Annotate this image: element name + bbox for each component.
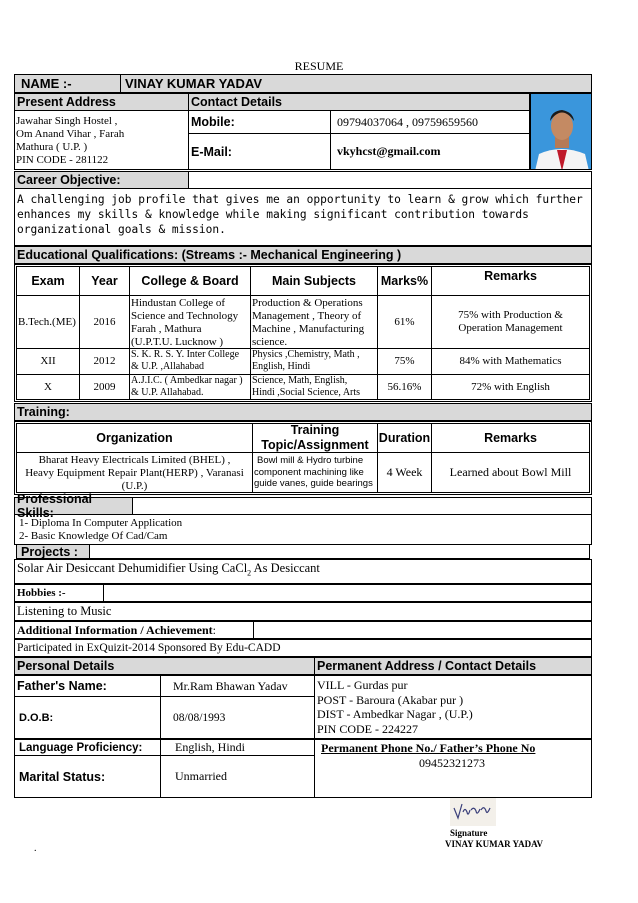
career-heading-filler [188, 171, 592, 189]
mobile-value: 09794037064 , 09759659560 [330, 110, 530, 134]
skills-heading-filler [132, 497, 592, 515]
dob-label: D.O.B: [14, 696, 161, 739]
candidate-name: VINAY KUMAR YADAV [125, 76, 263, 91]
additional-heading-colon: : [212, 622, 217, 637]
skill-item: 2- Basic Knowledge Of Cad/Cam [19, 530, 168, 542]
edu-exam: B.Tech.(ME) [16, 295, 80, 349]
signature-name: VINAY KUMAR YADAV [445, 839, 544, 849]
skills-heading: Professional Skills: [14, 497, 133, 515]
project-text-end: As Desiccant [251, 561, 320, 575]
edu-college [129, 374, 251, 400]
topic-line: Bowl mill & Hydro turbine [257, 455, 364, 466]
permanent-address-heading: Permanent Address / Contact Details [314, 657, 592, 675]
remark-line: Operation Management [458, 322, 563, 334]
subject-line: Physics ,Chemistry, Math , [252, 349, 360, 360]
project-subscript: 2 [247, 568, 252, 578]
hobbies-text: Listening to Music [14, 602, 592, 621]
training-remarks: Learned about Bowl Mill [431, 452, 590, 493]
project-description [14, 559, 592, 584]
additional-text: Participated in ExQuizit-2014 Sponsored By Edu-CADD [14, 639, 592, 657]
profile-photo [530, 93, 592, 170]
col-duration: Duration [377, 423, 432, 453]
college-line: Science and Technology [131, 310, 239, 322]
permanent-address [314, 675, 592, 739]
col-remarks: Remarks [431, 266, 590, 296]
projects-heading: Projects : [16, 544, 90, 559]
subject-line: Management , Theory of [252, 310, 362, 322]
remark-line: 75% with Production & [458, 309, 563, 321]
dob-value: 08/08/1993 [160, 696, 315, 739]
permanent-address-line: DIST - Ambedkar Nagar , (U.P.) [317, 707, 473, 721]
subject-line: Science, Math, English, [252, 375, 348, 386]
topic-line: guide vanes, guide bearings [254, 478, 373, 489]
org-line: Heavy Equipment Repair Plant(HERP) , Varanasi [25, 467, 244, 479]
edu-year: 2016 [79, 295, 130, 349]
edu-college [129, 295, 251, 349]
projects-heading-filler [89, 544, 590, 559]
address-line: Mathura ( U.P. ) [16, 141, 88, 153]
mobile-label: Mobile: [188, 110, 331, 134]
present-address [14, 110, 189, 170]
edu-remarks [431, 295, 590, 349]
education-table [14, 264, 592, 402]
edu-exam: XII [16, 348, 80, 375]
col-marks: Marks% [377, 266, 432, 296]
resume-title: RESUME [294, 59, 344, 73]
topic-line: component machining like [254, 466, 364, 478]
training-duration: 4 Week [377, 452, 432, 493]
col-college: College & Board [129, 266, 251, 296]
org-line: (U.P.) [121, 480, 148, 492]
edu-marks: 75% [377, 348, 432, 375]
present-address-heading: Present Address [14, 93, 189, 111]
additional-heading-filler [253, 621, 592, 639]
col-year: Year [79, 266, 130, 296]
subject-line: Hindi ,Social Science, Arts [252, 387, 361, 398]
skills-list [14, 514, 592, 545]
college-line: Farah , Mathura [131, 323, 202, 335]
col-exam: Exam [16, 266, 80, 296]
col-training-topic [252, 423, 378, 453]
edu-remarks: 84% with Mathematics [431, 348, 590, 375]
personal-details-heading: Personal Details [14, 657, 315, 675]
edu-year: 2012 [79, 348, 130, 375]
edu-marks: 56.16% [377, 374, 432, 400]
subject-line: English, Hindi [252, 361, 311, 372]
college-line: Hindustan College of [131, 297, 226, 309]
father-label: Father's Name: [14, 675, 161, 697]
college-line: & U.P. ,Allahabad [131, 361, 205, 372]
edu-marks: 61% [377, 295, 432, 349]
col-subjects: Main Subjects [250, 266, 378, 296]
email-value: vkyhcst@gmail.com [330, 133, 530, 170]
education-heading: Educational Qualifications: (Streams :- Mechanical Engineering ) [14, 246, 592, 264]
hobbies-heading: Hobbies :- [14, 584, 104, 602]
permanent-phone: 09452321273 [419, 756, 485, 770]
career-objective-text: A challenging job profile that gives me an opportunity to learn & grow which further enhances my skills & knowledge while making significant contribution towards organizational goals & mission. [14, 188, 592, 246]
edu-subjects [250, 374, 378, 400]
permanent-address-line: VILL - Gurdas pur [317, 678, 408, 692]
permanent-phone-cell [314, 739, 592, 798]
training-heading: Training: [14, 403, 592, 421]
subject-line: science. [252, 336, 288, 348]
project-text: Solar Air Desiccant Dehumidifier Using CaCl [17, 561, 248, 575]
address-line: Jawahar Singh Hostel , [16, 115, 118, 127]
college-line: A.J.I.C. ( Ambedkar nagar ) [131, 375, 243, 386]
marital-value: Unmarried [160, 755, 315, 798]
org-line: Bharat Heavy Electricals Limited (BHEL) , [38, 454, 231, 466]
edu-remarks: 72% with English [431, 374, 590, 400]
permanent-address-line: POST - Baroura (Akabar pur ) [317, 692, 464, 707]
edu-year: 2009 [79, 374, 130, 400]
topic-header-line: Topic/Assignment [261, 438, 369, 452]
signature-label: Signature [450, 828, 488, 838]
permanent-phone-heading: Permanent Phone No./ Father’s Phone No [321, 741, 536, 755]
name-label: NAME :- [14, 74, 121, 93]
address-line: PIN CODE - 281122 [16, 154, 109, 166]
language-label: Language Proficiency: [14, 739, 161, 756]
additional-heading-text: Additional Information / Achievement [17, 622, 213, 637]
additional-heading [14, 621, 254, 639]
footer-dot: . [34, 843, 37, 854]
signature-image [450, 798, 496, 826]
subject-line: Machine , Manufacturing [252, 323, 365, 335]
college-line: S. K. R. S. Y. Inter College [131, 349, 240, 360]
edu-subjects [250, 348, 378, 375]
training-table [14, 421, 592, 495]
edu-exam: X [16, 374, 80, 400]
hobbies-heading-filler [103, 584, 592, 602]
permanent-address-line: PIN CODE - 224227 [317, 721, 418, 736]
col-training-remarks: Remarks [431, 423, 590, 453]
skill-item: 1- Diploma In Computer Application [19, 517, 183, 529]
col-organization: Organization [16, 423, 253, 453]
contact-details-heading: Contact Details [188, 93, 530, 111]
topic-header-line: Training [290, 423, 340, 437]
language-value: English, Hindi [160, 739, 315, 756]
edu-college [129, 348, 251, 375]
email-label: E-Mail: [188, 133, 331, 170]
marital-label: Marital Status: [14, 755, 161, 798]
training-topic [252, 452, 378, 493]
edu-subjects [250, 295, 378, 349]
father-name: Mr.Ram Bhawan Yadav [160, 675, 315, 697]
address-line: Om Anand Vihar , Farah [16, 128, 125, 140]
career-objective-heading: Career Objective: [14, 171, 189, 189]
training-organization [16, 452, 253, 493]
college-line: & U.P. Allahabad. [131, 387, 204, 398]
college-line: (U.P.T.U. Lucknow ) [131, 336, 224, 348]
subject-line: Production & Operations [252, 297, 363, 309]
